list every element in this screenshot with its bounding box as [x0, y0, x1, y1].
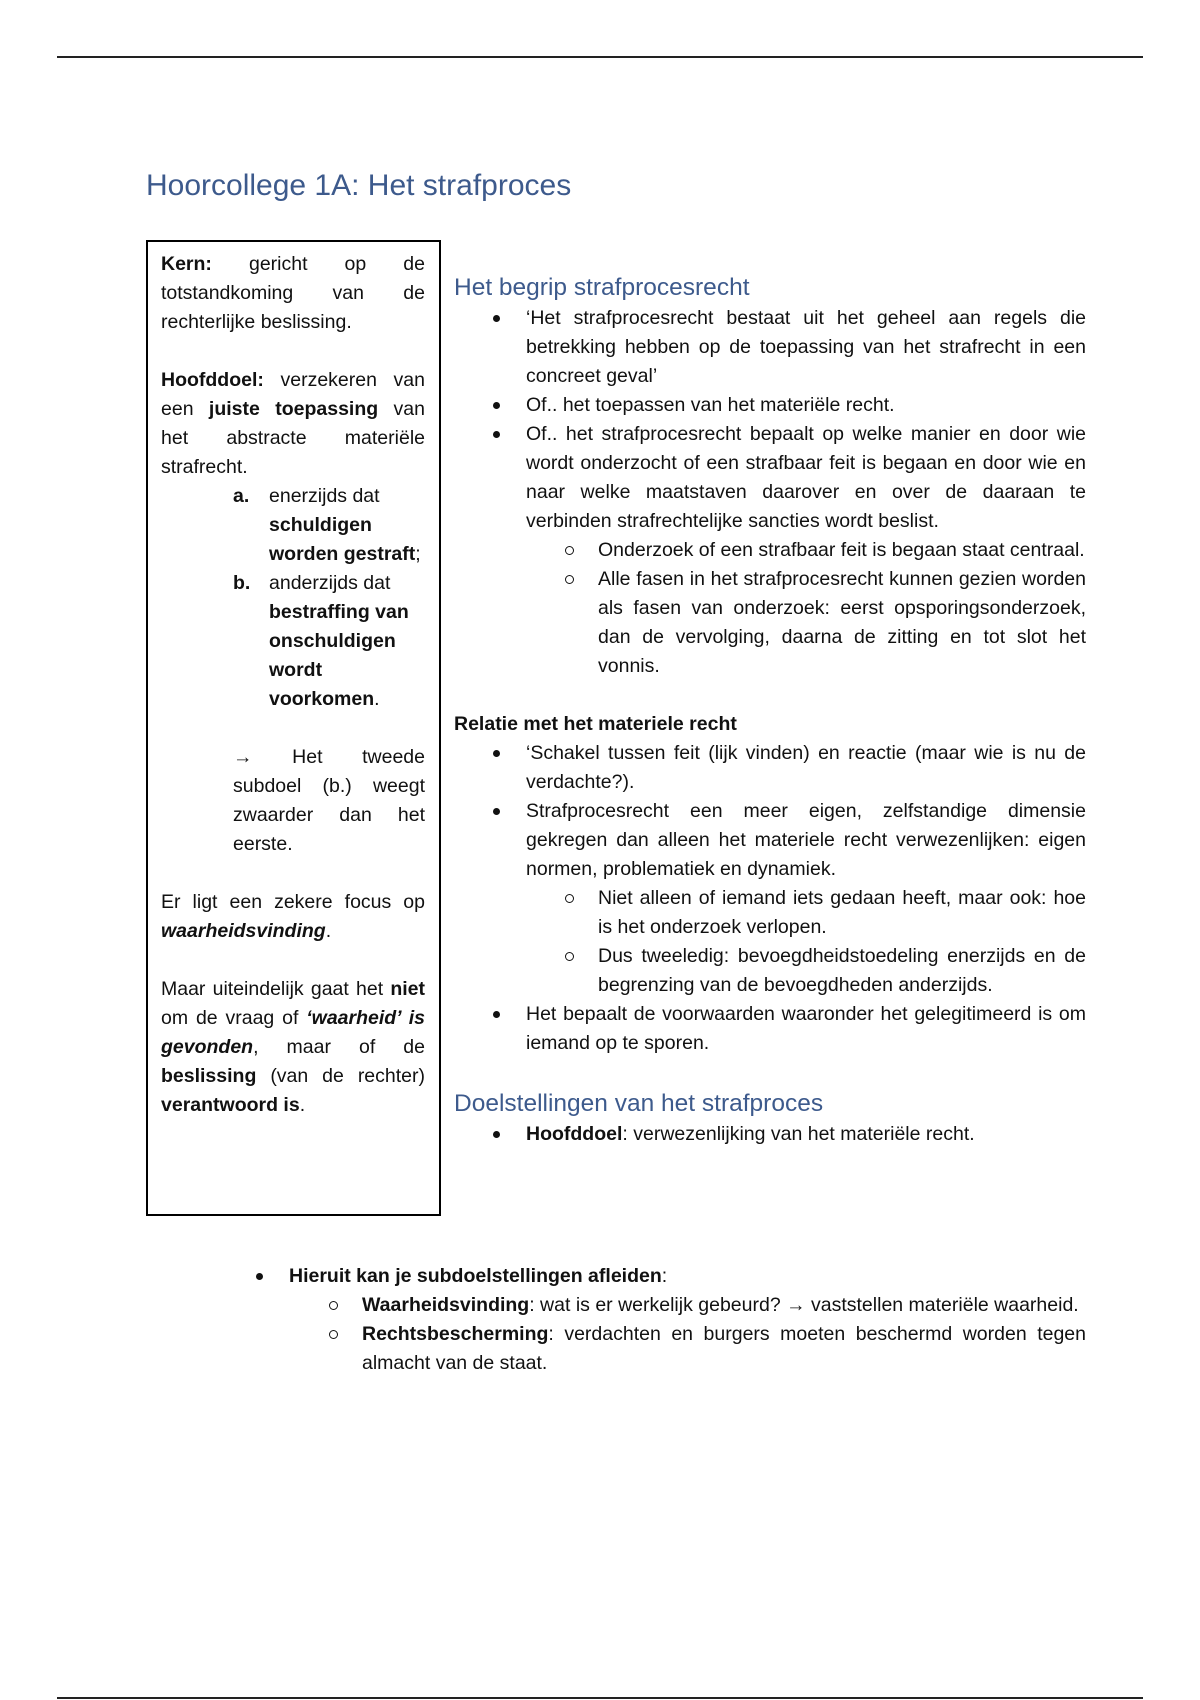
weight-note: → Het tweede subdoel (b.) weegt zwaarder dan het eerste. [233, 746, 425, 855]
header-rule [57, 56, 1143, 58]
section-heading-begrip: Het begrip strafprocesrecht [454, 274, 750, 301]
list-item: ‘Schakel tussen feit (lijk vinden) en reactie (maar wie is nu de verdachte?). [526, 739, 1086, 797]
subgoal-list [161, 482, 425, 714]
focus-paragraph: Er ligt een zekere focus op waarheidsvinding. [161, 891, 425, 942]
begrip-sublist [526, 536, 1086, 681]
subgoals-sublist [289, 1291, 1086, 1378]
doelstellingen-list [454, 1120, 1086, 1149]
subgoal-a: a. enerzijds dat schuldigen worden gestraft; [233, 485, 421, 565]
conclusion-paragraph: Maar uiteindelijk gaat het niet om de vraag of ‘waarheid’ is gevonden, maar of de beslissing (van de rechter) verantwoord is. [161, 978, 425, 1116]
list-item: Hoofddoel: verwezenlijking van het materiële recht. [526, 1120, 1086, 1149]
list-item: Of.. het strafprocesrecht bepaalt op welke manier en door wie wordt onderzocht of een strafbaar feit is begaan en door wie en naar welke maatstaven daarover en over de daaraan te verbinden strafrechtelijke sancties wordt beslist. Onderzoek of een strafbaar feit is begaan staat centraal. Alle fasen in het strafprocesrecht kunnen gezien worden als fasen van onderzoek: eerst opsporingsonderzoek, dan de vervolging, daarna de zitting en tot slot het vonnis. [526, 420, 1086, 681]
subgoals-list [217, 1262, 1086, 1378]
relatie-list [454, 739, 1086, 1058]
main-content [454, 272, 1086, 1149]
list-item: Rechtsbescherming: verdachten en burgers moeten beschermd worden tegen almacht van de staat. [362, 1320, 1086, 1378]
relatie-sublist [526, 884, 1086, 1000]
begrip-list [454, 304, 1086, 681]
section-heading-relatie: Relatie met het materiele recht [454, 713, 737, 735]
list-item: Het bepaalt de voorwaarden waaronder het gelegitimeerd is om iemand op te sporen. [526, 1000, 1086, 1058]
footer-rule [57, 1697, 1143, 1699]
list-item: Niet alleen of iemand iets gedaan heeft, maar ook: hoe is het onderzoek verlopen. [598, 884, 1086, 942]
summary-box [146, 240, 441, 1216]
list-item: Strafprocesrecht een meer eigen, zelfstandige dimensie gekregen dan alleen het materiele recht verwezenlijken: eigen normen, problematiek en dynamiek. Niet alleen of iemand iets gedaan heeft, maar ook: hoe is het onderzoek verlopen. Dus tweeledig: bevoegdheidstoedeling enerzijds en de begrenzing van de bevoegdheden anderzijds. [526, 797, 1086, 1000]
subgoal-b: b. anderzijds dat bestraffing van onschuldigen wordt voorkomen. [233, 572, 409, 710]
kern-paragraph: Kern: gericht op de totstandkoming van de rechterlijke beslissing. [161, 253, 425, 333]
arrow-right-icon: → [233, 746, 253, 768]
list-item: Alle fasen in het strafprocesrecht kunnen gezien worden als fasen van onderzoek: eerst opsporingsonderzoek, dan de vervolging, daarna de zitting en tot slot het vonnis. [598, 565, 1086, 681]
document-title: Hoorcollege 1A: Het strafproces [146, 169, 572, 202]
list-item: ‘Het strafprocesrecht bestaat uit het geheel aan regels die betrekking hebben op de toepassing van het strafrecht in een concreet geval’ [526, 304, 1086, 391]
subgoals-section [217, 1262, 1086, 1378]
list-item: Waarheidsvinding: wat is er werkelijk gebeurd? → vaststellen materiële waarheid. [362, 1291, 1086, 1320]
list-item: Hieruit kan je subdoelstellingen afleiden: Waarheidsvinding: wat is er werkelijk gebeurd? → vaststellen materiële waarheid. Rechtsbescherming: verdachten en burgers moeten beschermd worden tegen almacht van de staat. [289, 1262, 1086, 1378]
list-item: Onderzoek of een strafbaar feit is begaan staat centraal. [598, 536, 1086, 565]
section-heading-doelstellingen: Doelstellingen van het strafproces [454, 1090, 824, 1117]
list-item: Dus tweeledig: bevoegdheidstoedeling enerzijds en de begrenzing van de bevoegdheden anderzijds. [598, 942, 1086, 1000]
list-item: Of.. het toepassen van het materiële recht. [526, 391, 1086, 420]
hoofddoel-paragraph: Hoofddoel: verzekeren van een juiste toepassing van het abstracte materiële strafrecht. [161, 369, 425, 478]
